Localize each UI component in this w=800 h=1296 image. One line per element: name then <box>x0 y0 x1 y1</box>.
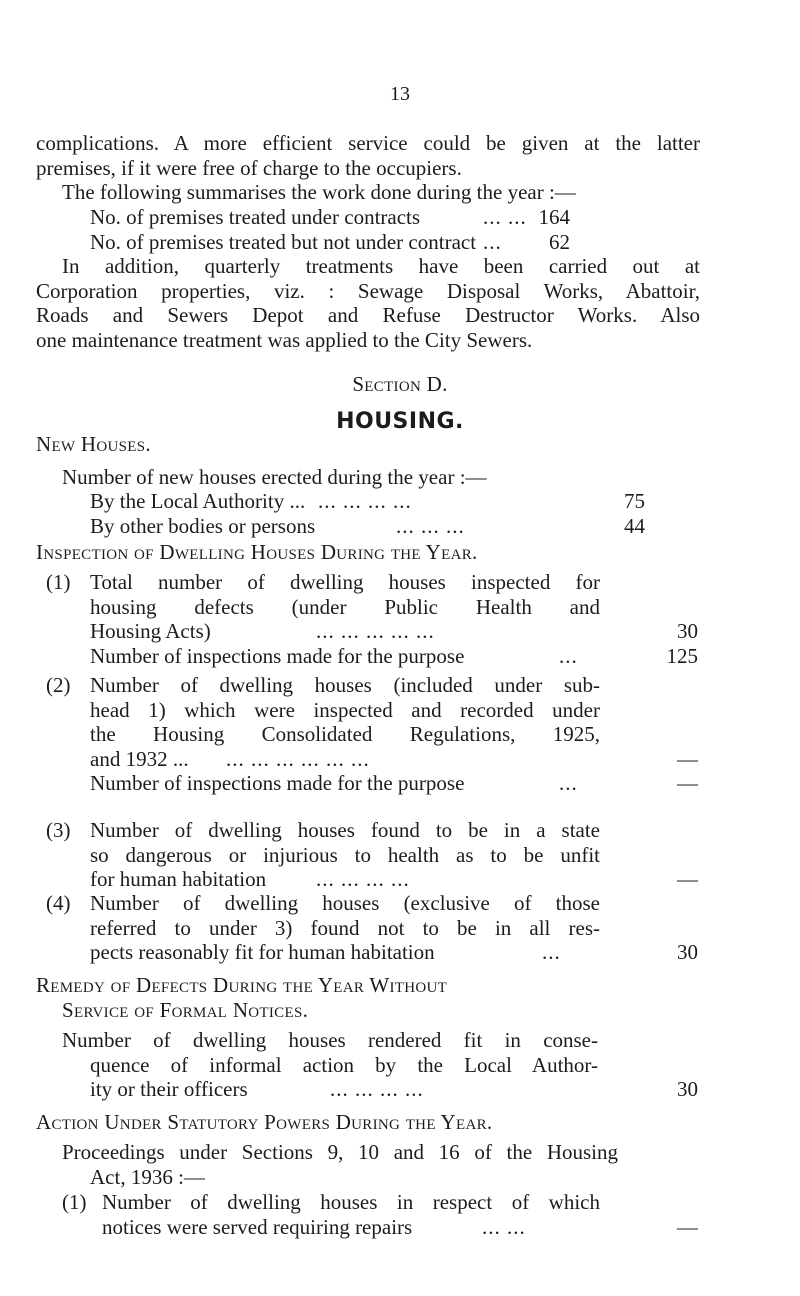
item-value-row <box>90 771 698 796</box>
item-last-line: pects reasonably fit for human habitation <box>90 940 435 964</box>
addition-line: Roads and Sewers Depot and Refuse Destructor Works. Also <box>36 303 700 327</box>
action-value: — <box>677 1214 698 1239</box>
item-line: Total number of dwelling houses inspected for <box>90 570 600 594</box>
leader-dots: ... <box>483 229 502 254</box>
item-line: referred to under 3) found not to be in all res- <box>90 915 600 940</box>
new-houses-row <box>90 489 645 514</box>
new-houses-lead: Number of new houses erected during the year :— <box>62 465 487 489</box>
summary-row <box>90 230 570 255</box>
action-lead-line: Act, 1936 :— <box>90 1164 205 1189</box>
item-line: Number of dwelling houses (included under sub- <box>90 673 600 697</box>
leader-dots: ... ... ... ... ... ... <box>226 746 370 771</box>
new-houses-value: 44 <box>624 513 645 538</box>
item-value-row <box>90 867 698 892</box>
remedy-line: quence of informal action by the Local Author- <box>90 1052 598 1077</box>
summary-label: No. of premises treated but not under contract <box>90 229 477 254</box>
item-value: 125 <box>666 643 698 668</box>
remedy-heading-line: Remedy of Defects During the Year Without <box>36 973 448 997</box>
item-value: — <box>677 771 698 795</box>
leader-dots: ... ... <box>482 1214 526 1239</box>
addition-line: one maintenance treatment was applied to the City Sewers. <box>36 327 533 352</box>
item-value-row <box>90 644 698 669</box>
new-houses-value: 75 <box>624 489 645 513</box>
new-houses-list <box>90 489 645 538</box>
addition-line: Corporation properties, viz. : Sewage Disposal Works, Abattoir, <box>36 278 700 303</box>
item-value: — <box>677 867 698 891</box>
item-last-line: and 1932 ... <box>90 746 189 771</box>
item-line: Number of dwelling houses (exclusive of those <box>90 891 600 915</box>
remedy-heading-line: Service of Formal Notices. <box>62 997 309 1022</box>
leader-dots: ... <box>559 771 578 795</box>
remedy-heading <box>36 973 700 1022</box>
action-heading: Action Under Statutory Powers During the Year. <box>36 1110 493 1134</box>
item-line: housing defects (under Public Health and <box>90 594 600 619</box>
leader-dots: ... ... <box>483 205 527 229</box>
summary-value: 62 <box>549 229 570 254</box>
action-item <box>102 1190 698 1239</box>
remedy-value: 30 <box>677 1077 698 1101</box>
remedy-last-line: ity or their officers <box>90 1077 248 1101</box>
leader-dots: ... ... ... ... <box>316 867 410 891</box>
item-last-line: Housing Acts) <box>90 619 211 643</box>
addition-line: In addition, quarterly treatments have been carried out at <box>62 254 700 278</box>
intro-line: complications. A more efficient service could be given at the latter <box>36 131 700 155</box>
inspection-item <box>90 570 698 668</box>
item-number: (1) <box>46 570 71 594</box>
item-value-row <box>90 747 698 772</box>
addition-paragraph <box>36 254 700 352</box>
item-value: — <box>677 746 698 771</box>
item-line: the Housing Consolidated Regulations, 1925, <box>90 722 600 746</box>
item-sub-label: Number of inspections made for the purpose <box>90 771 465 795</box>
summary-label: No. of premises treated under contracts <box>90 205 421 229</box>
leader-dots: ... ... ... ... <box>318 489 412 513</box>
action-line: Number of dwelling houses in respect of which <box>102 1190 600 1214</box>
leader-dots: ... ... ... ... ... <box>316 619 435 643</box>
summary-row <box>90 205 570 230</box>
item-number: (1) <box>62 1190 87 1214</box>
summary-list <box>90 205 570 254</box>
action-last-line: notices were served requiring repairs <box>102 1214 413 1239</box>
action-lead-line: Proceedings under Sections 9, 10 and 16 of the Housing <box>62 1140 618 1164</box>
item-value: 30 <box>677 619 698 643</box>
new-houses-row <box>90 514 645 539</box>
leader-dots: ... ... ... <box>396 513 465 538</box>
item-value: 30 <box>677 940 698 964</box>
item-line: so dangerous or injurious to health as to be unfit <box>90 842 600 867</box>
page-number: 13 <box>390 83 410 105</box>
inspection-item <box>90 891 698 965</box>
summary-lead: The following summarises the work done during the year :— <box>62 180 576 204</box>
intro-paragraph <box>36 131 700 180</box>
new-houses-heading: New Houses. <box>36 432 151 456</box>
action-value-row <box>102 1215 698 1240</box>
inspection-heading: Inspection of Dwelling Houses During the Year. <box>36 540 478 564</box>
summary-value: 164 <box>538 205 570 229</box>
inspection-item <box>90 818 698 892</box>
item-last-line: for human habitation <box>90 867 267 891</box>
remedy-paragraph <box>62 1028 698 1102</box>
inspection-item <box>90 673 698 796</box>
new-houses-label: By the Local Authority ... <box>90 489 306 513</box>
section-title: Section D. <box>352 372 448 396</box>
remedy-value-row <box>90 1077 698 1102</box>
leader-dots: ... <box>542 940 561 964</box>
item-line: head 1) which were inspected and recorded under <box>90 697 600 722</box>
item-value-row <box>90 619 698 644</box>
section-subtitle: HOUSING. <box>336 409 464 434</box>
item-value-row <box>90 940 698 965</box>
leader-dots: ... <box>559 643 578 668</box>
item-number: (2) <box>46 673 71 697</box>
remedy-line: Number of dwelling houses rendered fit in conse- <box>62 1028 598 1052</box>
leader-dots: ... ... ... ... <box>330 1077 424 1101</box>
item-line: Number of dwelling houses found to be in a state <box>90 818 600 842</box>
item-number: (3) <box>46 818 71 842</box>
intro-line: premises, if it were free of charge to the occupiers. <box>36 155 462 180</box>
item-sub-label: Number of inspections made for the purpose <box>90 643 465 668</box>
item-number: (4) <box>46 891 71 915</box>
action-lead <box>62 1140 726 1189</box>
new-houses-label: By other bodies or persons <box>90 513 316 538</box>
